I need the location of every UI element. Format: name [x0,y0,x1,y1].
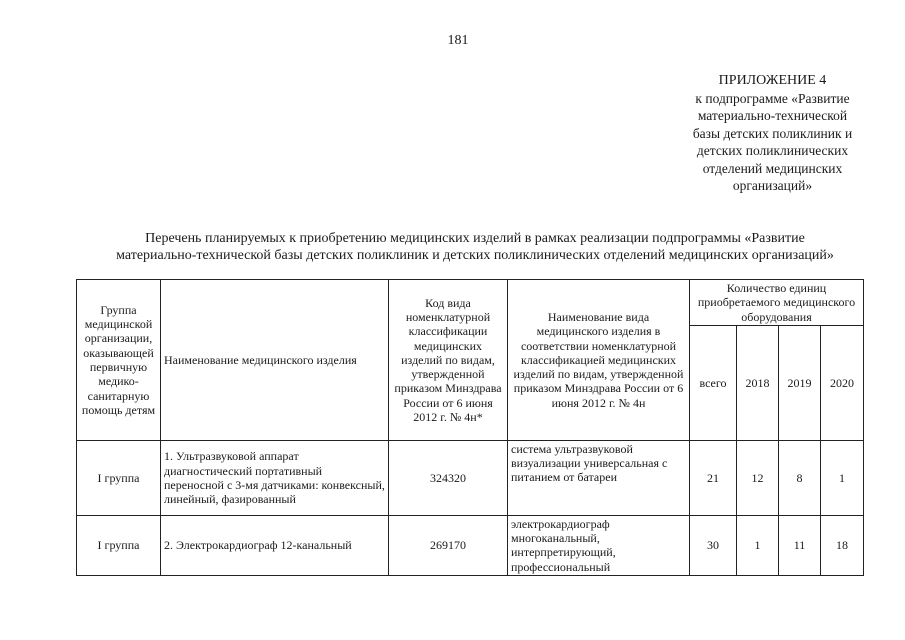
appendix-line: организаций» [732,178,813,193]
header-year-2019: 2019 [779,325,821,440]
cell-group: I группа [77,515,161,575]
cell-device: 2. Электрокардиограф 12-канальный [161,515,389,575]
cell-group: I группа [77,440,161,515]
header-quantity: Количество единиц приобретаемого медицинского оборудования [690,280,864,326]
cell-total: 21 [690,440,737,515]
appendix-line: к подпрограмме «Развитие [695,90,850,106]
table-header-row [77,280,864,326]
page-number: 181 [447,33,469,48]
cell-type-name: система ультразвуковой визуализации универсальная с питанием от батареи [508,440,690,515]
appendix-title: ПРИЛОЖЕНИЕ 4 [718,73,827,88]
appendix-line: отделений медицинских [702,160,843,176]
cell-device: 1. Ультразвуковой аппарат диагностический портативный переносной с 3-мя датчиками: конвексный, линейный, фазированный [161,440,389,515]
header-device-name: Наименование медицинского изделия [161,280,389,441]
cell-2019: 11 [779,515,821,575]
table-row [77,440,864,515]
appendix-line: детских поликлинических [696,143,849,158]
cell-code: 324320 [389,440,508,515]
devices-table [76,279,864,576]
header-type-name: Наименование вида медицинского изделия в соответствии номенклатурной классификацией медицинских изделий по видам, утвержденной приказом Минздрава России от 6 июня 2012 г. № 4н [508,280,690,441]
header-year-2020: 2020 [821,325,864,440]
cell-type-name: электрокардиограф многоканальный, интерпретирующий, профессиональный [508,515,690,575]
document-title [60,230,890,264]
cell-2018: 1 [737,515,779,575]
cell-2019: 8 [779,440,821,515]
cell-2020: 18 [821,515,864,575]
cell-2020: 1 [821,440,864,515]
cell-2018: 12 [737,440,779,515]
header-year-2018: 2018 [737,325,779,440]
header-total: всего [690,325,737,440]
header-code: Код вида номенклатурной классификации медицинских изделий по видам, утвержденной приказом Минздрава России от 6 июня 2012 г. № 4н* [389,280,508,441]
document-title-line: материально-технической базы детских поликлиник и детских поликлинических отделений медицинских организаций» [116,248,834,263]
appendix-heading [650,72,895,195]
cell-code: 269170 [389,515,508,575]
appendix-line: материально-технической [697,108,848,123]
cell-total: 30 [690,515,737,575]
document-title-line: Перечень планируемых к приобретению медицинских изделий в рамках реализации подпрограммы «Развитие [145,231,805,246]
appendix-line: базы детских поликлиник и [692,125,853,141]
header-group: Группа медицинской организации, оказывающей первичную медико-санитарную помощь детям [77,280,161,441]
table-row [77,515,864,575]
